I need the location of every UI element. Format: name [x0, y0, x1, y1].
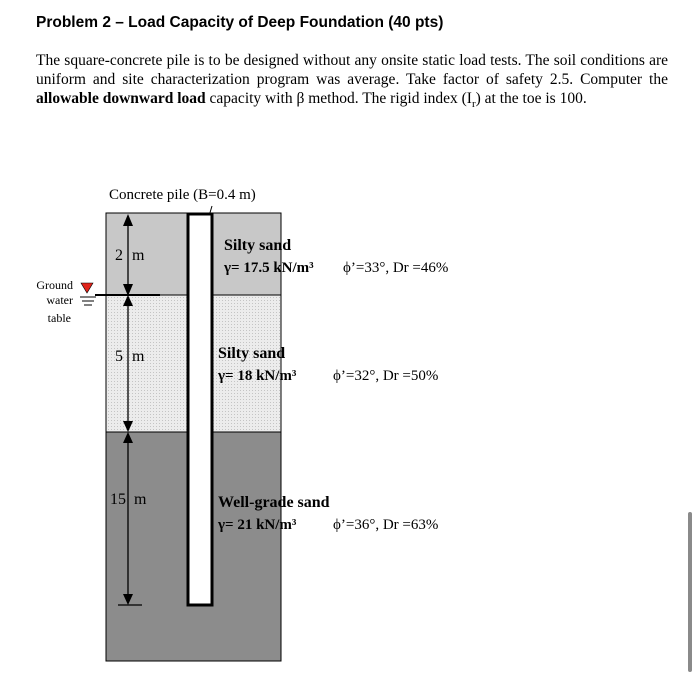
rigidity-subscript: r: [471, 98, 476, 111]
pile-label: Concrete pile (B=0.4 m): [109, 187, 256, 203]
water-label: water: [46, 293, 73, 307]
layer2-unit-weight: γ= 18 kN/m³: [218, 368, 297, 384]
problem-text-part2: capacity with β method. The rigid index (I: [205, 90, 472, 107]
problem-text-bold: allowable downward load: [36, 90, 206, 107]
layer3-name: Well-grade sand: [218, 494, 330, 511]
layer1-name: Silty sand: [224, 237, 292, 254]
layer1-depth-number: 2: [115, 247, 123, 264]
layer2-properties: ϕ’=32°, Dr =50%: [333, 368, 439, 384]
layer3-properties: ϕ’=36°, Dr =63%: [333, 517, 439, 533]
problem-title: Problem 2 – Load Capacity of Deep Foundation (40 pts): [36, 14, 444, 31]
layer2-depth-unit: m: [132, 348, 145, 365]
layer1-properties: ϕ’=33°, Dr =46%: [343, 260, 449, 276]
vertical-scrollbar[interactable]: [688, 512, 692, 672]
layer3-unit-weight: γ= 21 kN/m³: [218, 517, 297, 533]
problem-text-part3: ) at the toe is 100.: [475, 90, 587, 107]
table-label: table: [47, 311, 71, 325]
layer2-name: Silty sand: [218, 345, 286, 362]
layer1-depth-unit: m: [132, 247, 145, 264]
layer3-depth-number: 15: [110, 491, 126, 508]
concrete-pile: [188, 214, 212, 605]
ground-label: Ground: [36, 278, 73, 292]
water-table-marker-icon: [81, 283, 93, 293]
layer3-depth-unit: m: [134, 491, 147, 508]
layer1-unit-weight: γ= 17.5 kN/m³: [224, 260, 314, 276]
problem-text-part1: The square-concrete pile is to be designed without any onsite static load tests. The soil conditions are uniform and site characterization program was average. Take factor of safety 2.5. Computer the: [36, 52, 668, 88]
layer2-depth-number: 5: [115, 348, 123, 365]
